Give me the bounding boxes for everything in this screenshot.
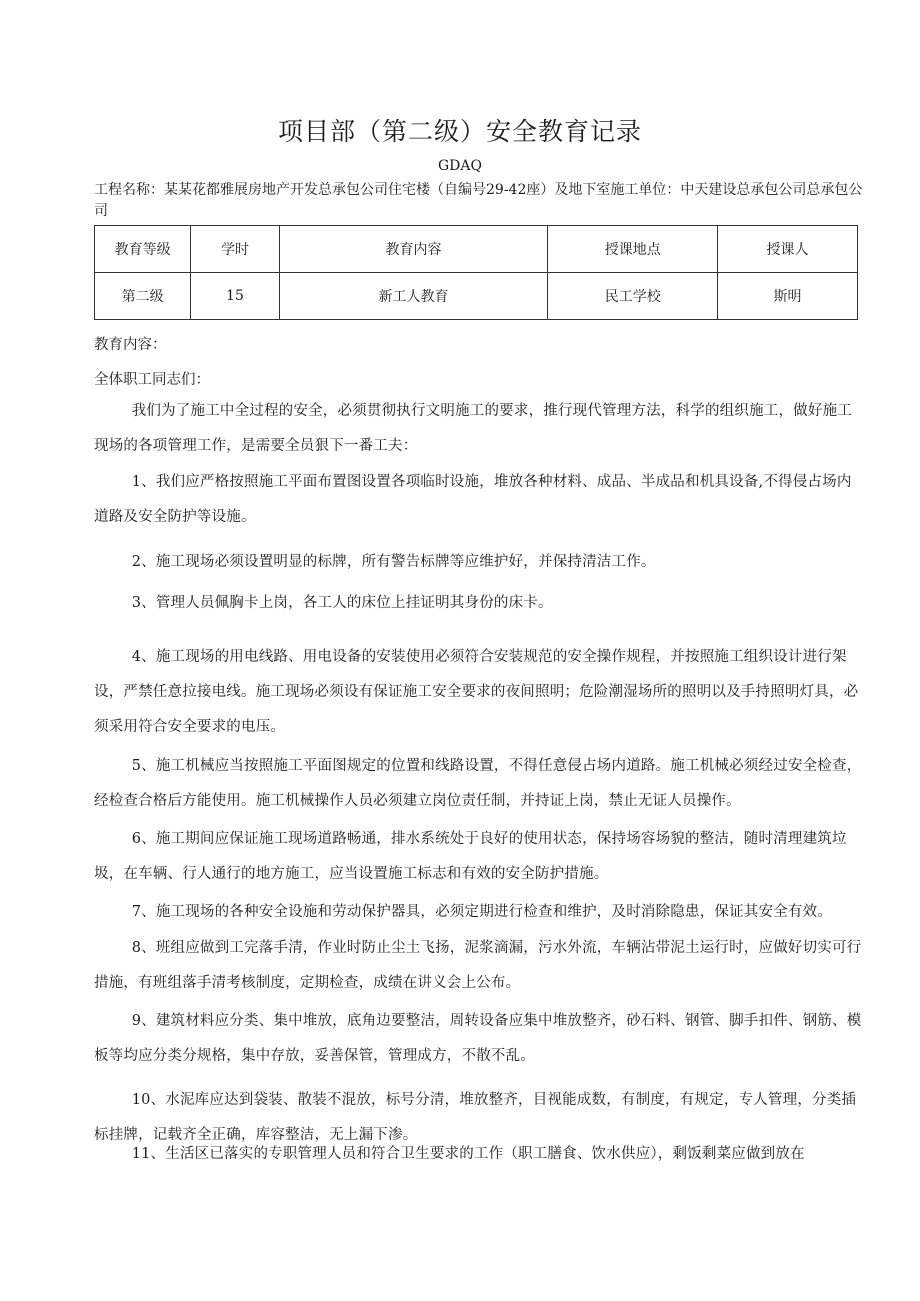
paragraph-4: 4、施工现场的用电线路、用电设备的安装使用必须符合安装规范的安全操作规程，并按照施工组织设计进行架设，严禁任意拉接电线。施工现场必须设有保证施工安全要求的夜间照明；危险潮湿场所的照明以及手持照明灯具，必须采用符合安全要求的电压。 bbox=[94, 649, 859, 735]
paragraph-10: 10、水泥库应达到袋装、散装不混放，标号分清，堆放整齐，目视能成数，有制度，有规定，专人管理，分类插标挂牌，记载齐全正确，库容整洁，无上漏下渗。 bbox=[94, 1092, 857, 1143]
paragraph-11: 11、生活区已落实的专职管理人员和符合卫生要求的工作（职工膳食、饮水供应），剩饭剩菜应做到放在 bbox=[131, 1146, 805, 1162]
header-cell-content: 教育内容 bbox=[279, 226, 548, 273]
cell-lecturer: 斯明 bbox=[718, 273, 858, 320]
paragraph-9: 9、建筑材料应分类、集中堆放，底角边要整洁，周转设备应集中堆放整齐，砂石料、钢管、脚手扣件、钢筋、模板等均应分类分规格，集中存放，妥善保管，管理成方，不散不乱。 bbox=[94, 1013, 862, 1064]
cell-location: 民工学校 bbox=[548, 273, 718, 320]
table-header-row bbox=[95, 226, 858, 273]
paragraph-intro: 我们为了施工中全过程的安全，必须贯彻执行文明施工的要求，推行现代管理方法，科学的组织施工，做好施工现场的各项管理工作，是需要全员狠下一番工夫： bbox=[94, 403, 852, 454]
greeting: 全体职工同志们： bbox=[94, 372, 210, 388]
paragraph-6: 6、施工期间应保证施工现场道路畅通，排水系统处于良好的使用状态，保持场容场貌的整洁，随时清理建筑垃圾，在车辆、行人通行的地方施工，应当设置施工标志和有效的安全防护措施。 bbox=[94, 831, 847, 882]
education-table bbox=[94, 225, 858, 320]
document-title: 项目部（第二级）安全教育记录 bbox=[277, 117, 642, 146]
table-row bbox=[95, 273, 858, 320]
paragraph-7: 7、施工现场的各种安全设施和劳动保护器具，必须定期进行检查和维护，及时消除隐患，保证其安全有效。 bbox=[131, 904, 833, 920]
paragraph-2: 2、施工现场必须设置明显的标牌，所有警告标牌等应维护好，并保持清洁工作。 bbox=[131, 554, 656, 570]
cell-hours: 15 bbox=[191, 273, 279, 320]
paragraph-5: 5、施工机械应当按照施工平面图规定的位置和线路设置，不得任意侵占场内道路。施工机械必须经过安全检查，经检查合格后方能使用。施工机械操作人员必须建立岗位责任制，并持证上岗，禁止无证人员操作。 bbox=[94, 758, 862, 809]
paragraph-3: 3、管理人员佩胸卡上岗，各工人的床位上挂证明其身份的床卡。 bbox=[131, 595, 553, 611]
header-cell-location: 授课地点 bbox=[548, 226, 718, 273]
cell-content: 新工人教育 bbox=[279, 273, 548, 320]
paragraph-8: 8、班组应做到工完落手清，作业时防止尘土飞扬，泥浆滴漏，污水外流，车辆沾带泥土运行时，应做好切实可行措施，有班组落手清考核制度，定期检查，成绩在讲义会上公布。 bbox=[94, 940, 862, 991]
document-code: GDAQ bbox=[438, 158, 482, 174]
header-cell-level: 教育等级 bbox=[95, 226, 191, 273]
cell-level: 第二级 bbox=[95, 273, 191, 320]
paragraph-1: 1、我们应严格按照施工平面布置图设置各项临时设施，堆放各种材料、成品、半成品和机具设备,不得侵占场内道路及安全防护等设施。 bbox=[94, 474, 852, 525]
header-cell-lecturer: 授课人 bbox=[718, 226, 858, 273]
content-label: 教育内容： bbox=[94, 337, 167, 353]
project-info: 工程名称：某某花都雅展房地产开发总承包公司住宅楼（自编号29-42座）及地下室施工单位：中天建设总承包公司总承包公司 bbox=[94, 182, 863, 219]
header-cell-hours: 学时 bbox=[191, 226, 279, 273]
